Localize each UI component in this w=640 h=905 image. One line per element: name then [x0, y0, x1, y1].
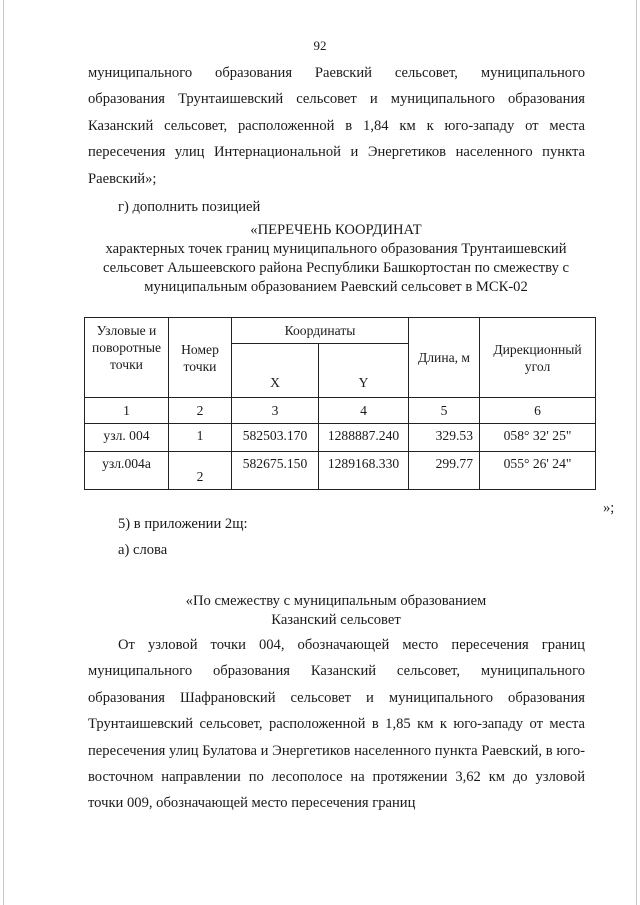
header-x: X: [232, 344, 319, 398]
item-5: 5) в приложении 2щ:: [118, 516, 248, 532]
index-cell: 4: [319, 398, 409, 424]
cell-angle: 055° 26' 24": [480, 452, 596, 490]
header-y: Y: [319, 344, 409, 398]
header-number: Номер точки: [169, 318, 232, 398]
page-number: 92: [313, 38, 327, 53]
closing-quote: »;: [603, 500, 615, 516]
cell-number: 2: [169, 452, 232, 490]
header-coordinates: Координаты: [232, 318, 409, 344]
adjacency-heading: [60, 592, 612, 630]
paragraph-description: От узловой точки 004, обозначающей место пересечения границ муниципального образования Казанский сельсовет, муниципального образования Шафрановский сельсовет и муниципального образования Трунтаишевский сельсовет, расположенной в 1,85 км к юго-западу от места пересечения улиц Булатова и Энергетиков населенного пункта Раевский, в юго-восточном направлении по лесополосе на протяжении 3,62 км до узловой точки 009, обозначающей место пересечения границ: [88, 637, 585, 812]
header-length: Длина, м: [409, 318, 480, 398]
table-header-row: [85, 318, 596, 344]
heading-line: характерных точек границ муниципального образования Трунтаишевский: [105, 241, 567, 257]
table-index-row: [85, 398, 596, 424]
cell-angle: 058° 32' 25": [480, 424, 596, 452]
cell-y: 1288887.240: [319, 424, 409, 452]
cell-y: 1289168.330: [319, 452, 409, 490]
heading-line: сельсовет Альшеевского района Республики Башкортостан по смежеству с: [102, 260, 569, 276]
heading-title: «ПЕРЕЧЕНЬ КООРДИНАТ: [250, 222, 422, 238]
paragraph-continuation: муниципального образования Раевский сельсовет, муниципального образования Трунтаишевский сельсовет и муниципального образования Казанский сельсовет, расположенной в 1,84 км к юго-западу от места пересечения улиц Интернациональной и Энергетиков населенного пункта Раевский»;: [88, 65, 585, 187]
index-cell: 5: [409, 398, 480, 424]
item-g: г) дополнить позицией: [118, 199, 261, 215]
cell-node: узл. 004: [85, 424, 169, 452]
cell-length: 329.53: [409, 424, 480, 452]
index-cell: 2: [169, 398, 232, 424]
page-edge-right: [636, 0, 637, 905]
cell-number: 1: [169, 424, 232, 452]
table-row: [85, 452, 596, 490]
heading-line: Казанский сельсовет: [271, 612, 401, 628]
coordinates-table: [84, 317, 596, 490]
heading-line: муниципальным образованием Раевский сельсовет в МСК-02: [144, 279, 528, 295]
coordinates-heading: [60, 221, 612, 297]
item-a: а) слова: [118, 542, 168, 558]
cell-node: узл.004а: [85, 452, 169, 490]
heading-line: «По смежеству с муниципальным образованием: [185, 593, 487, 609]
header-nodes: Узловые и поворотные точки: [85, 318, 169, 398]
cell-length: 299.77: [409, 452, 480, 490]
header-direction: Дирекционный угол: [480, 318, 596, 398]
page-edge-left: [3, 0, 4, 905]
cell-x: 582675.150: [232, 452, 319, 490]
index-cell: 3: [232, 398, 319, 424]
table-row: [85, 424, 596, 452]
index-cell: 1: [85, 398, 169, 424]
index-cell: 6: [480, 398, 596, 424]
cell-x: 582503.170: [232, 424, 319, 452]
